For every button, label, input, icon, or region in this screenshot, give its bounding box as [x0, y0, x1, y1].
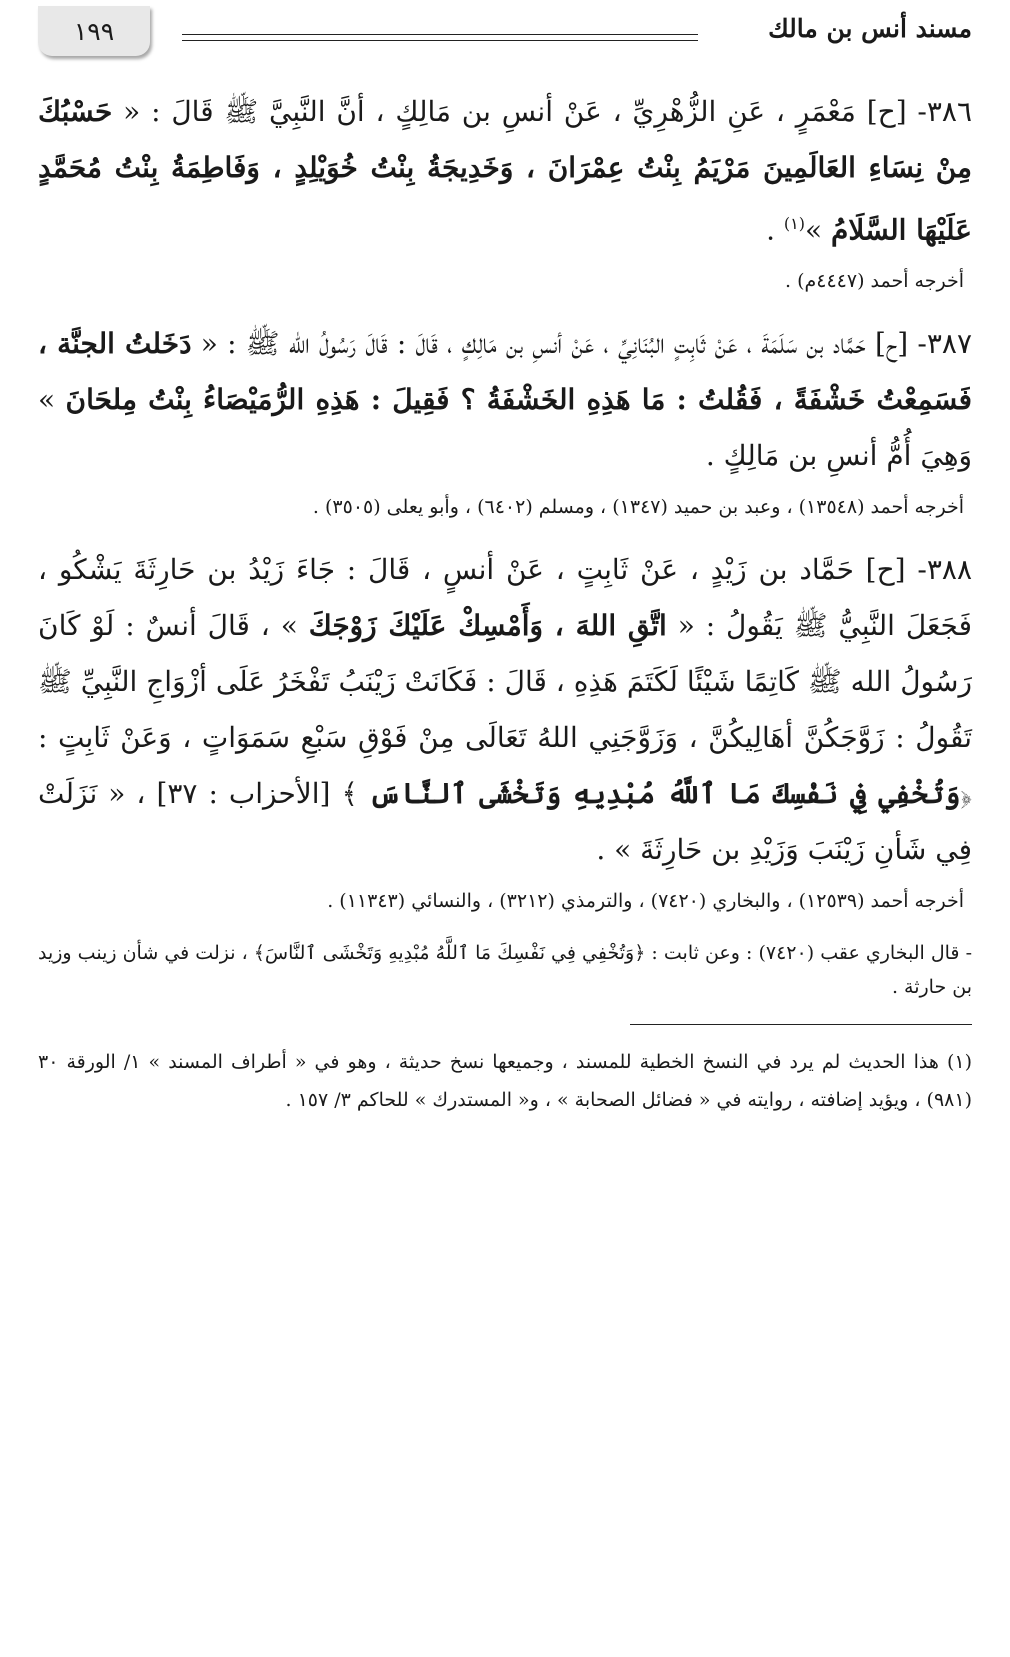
- page-number: [38, 6, 150, 56]
- page-number-text: ١٩٩: [73, 16, 115, 46]
- hadith-388-middle: » ، قَالَ أنسٌ : لَوْ كَانَ رَسُولُ الله ﷺ كَاتِمًا شَيْئًا لَكَتَمَ هَذِهِ ، قَالَ : فَكَانَتْ زَيْنَبُ تَفْخَرُ عَلَى أزْوَاجِ النَّبِيِّ ﷺ تَقُولُ : زَوَّجَكُنَّ أهَالِيكُنَّ ، وَزَوَّجَنِي اللهُ تَعَالَى مِنْ فَوْقِ سَبْعِ سَمَوَاتٍ ، وَعَنْ ثَابِتٍ : ﴿: [38, 609, 972, 811]
- page-body: [38, 84, 972, 1119]
- header-rule-bottom: [182, 40, 698, 41]
- hadith-386-takhrij: أخرجه أحمد (٤٤٤٧م) .: [784, 270, 964, 293]
- hadith-387-matn: دَخَلتُ الجنَّة ، فَسَمِعْتُ خَشْفَةً ، فَقُلتُ : مَا هَذِهِ الخَشْفَةُ ؟ فَقِيلَ : هَذِهِ الرُّمَيْصَاءُ بِنْتُ مِلحَانَ: [38, 327, 973, 417]
- hadith-386-quote-close: »: [805, 213, 823, 247]
- hadith-388-matn: اتَّقِ اللهَ ، وَأَمْسِكْ عَلَيْكَ زَوْجَكَ: [308, 609, 667, 643]
- hadith-386-quote-open: «: [123, 95, 141, 128]
- hadith-386-opening: ٣٨٦- [ح] مَعْمَرٍ ، عَنِ الزُّهْرِيِّ ، عَنْ أنسِ بن مَالِكٍ ، أنَّ النَّبِيَّ ﷺ قَالَ :: [151, 95, 973, 128]
- running-header-title: مسند أنس بن مالك: [768, 14, 972, 43]
- hadith-388-opening: ٣٨٨- [ح] حَمَّاد بن زَيْدٍ ، عَنْ ثَابِتٍ ، عَنْ أنسٍ ، قَالَ : جَاءَ زَيْدُ بن حَارِثَةَ يَشْكُو ، فَجَعَلَ النَّبِيُّ ﷺ يَقُولُ : «: [38, 553, 972, 643]
- footnote-separator: [630, 1024, 972, 1025]
- hadith-386-matn: حَسْبُكَ مِنْ نِسَاءِ العَالَمِينَ مَرْيَمُ بِنْتُ عِمْرَانَ ، وَخَدِيجَةُ بِنْتُ خُوَيْلِدٍ ، وَفَاطِمَةُ بِنْتُ مُحَمَّدٍ عَلَيْهَا السَّلَامُ: [38, 95, 973, 247]
- bukhari-note: - قال البخاري عقب (٧٤٢٠) : وعن ثابت : ﴿وَتُخْفِي فِي نَفْسِكَ مَا ٱللَّهُ مُبْدِيهِ وَتَخْشَى ٱلنَّاسَ﴾ ، نزلت في شأن زينب وزيد بن حارثة .: [38, 942, 972, 999]
- hadith-387-takhrij: أخرجه أحمد (١٣٥٤٨) ، وعبد بن حميد (١٣٤٧) ، ومسلم (٦٤٠٢) ، وأبو يعلى (٣٥٠٥) .: [312, 496, 964, 519]
- footnote-marker: (١): [783, 214, 805, 233]
- hadith-388: [38, 542, 972, 878]
- hadith-388-ending: « نَزَلَتْ فِي شَأنِ زَيْنَبَ وَزَيْدِ بن حَارِثَةَ » .: [38, 777, 972, 867]
- footnote-1: (١) هذا الحديث لم يرد في النسخ الخطية للمسند ، وجميعها نسخ حديثة ، وهو في « أطراف المسند » ١/ الورقة ٣٠ (٩٨١) ، ويؤيد إضافته ، روايته في « فضائل الصحابة » ، و« المستدرك » للحاكم ٣/ ١٥٧ .: [38, 1051, 972, 1112]
- hadith-386-ending: .: [766, 213, 784, 247]
- hadith-387-ending: » وَهِيَ أُمُّ أنسِ بن مَالِكٍ .: [38, 383, 972, 473]
- header-rule-top: [182, 34, 698, 35]
- quran-ayah: وَتُخْفِي فِي نَفْسِكَ مَا ٱللَّهُ مُبْدِيهِ وَتَخْشَى ٱلنَّاسَ: [368, 777, 961, 811]
- ayah-reference: ﴾ [الأحزاب : ٣٧] ،: [136, 777, 358, 811]
- hadith-386: [38, 84, 972, 258]
- hadith-388-takhrij: أخرجه أحمد (١٢٥٣٩) ، والبخاري (٧٤٢٠) ، والترمذي (٣٢١٢) ، والنسائي (١١٣٤٣) .: [327, 890, 964, 913]
- hadith-387: [38, 316, 972, 484]
- hadith-387-opening: ٣٨٧- [ح] حَمَّاد بن سَلَمَةَ ، عَنْ ثَابِتٍ البُنَانِيِّ ، عَنْ أنسِ بن مَالِكٍ ، قَالَ : قَالَ رَسُولُ الله ﷺ : «: [200, 327, 973, 361]
